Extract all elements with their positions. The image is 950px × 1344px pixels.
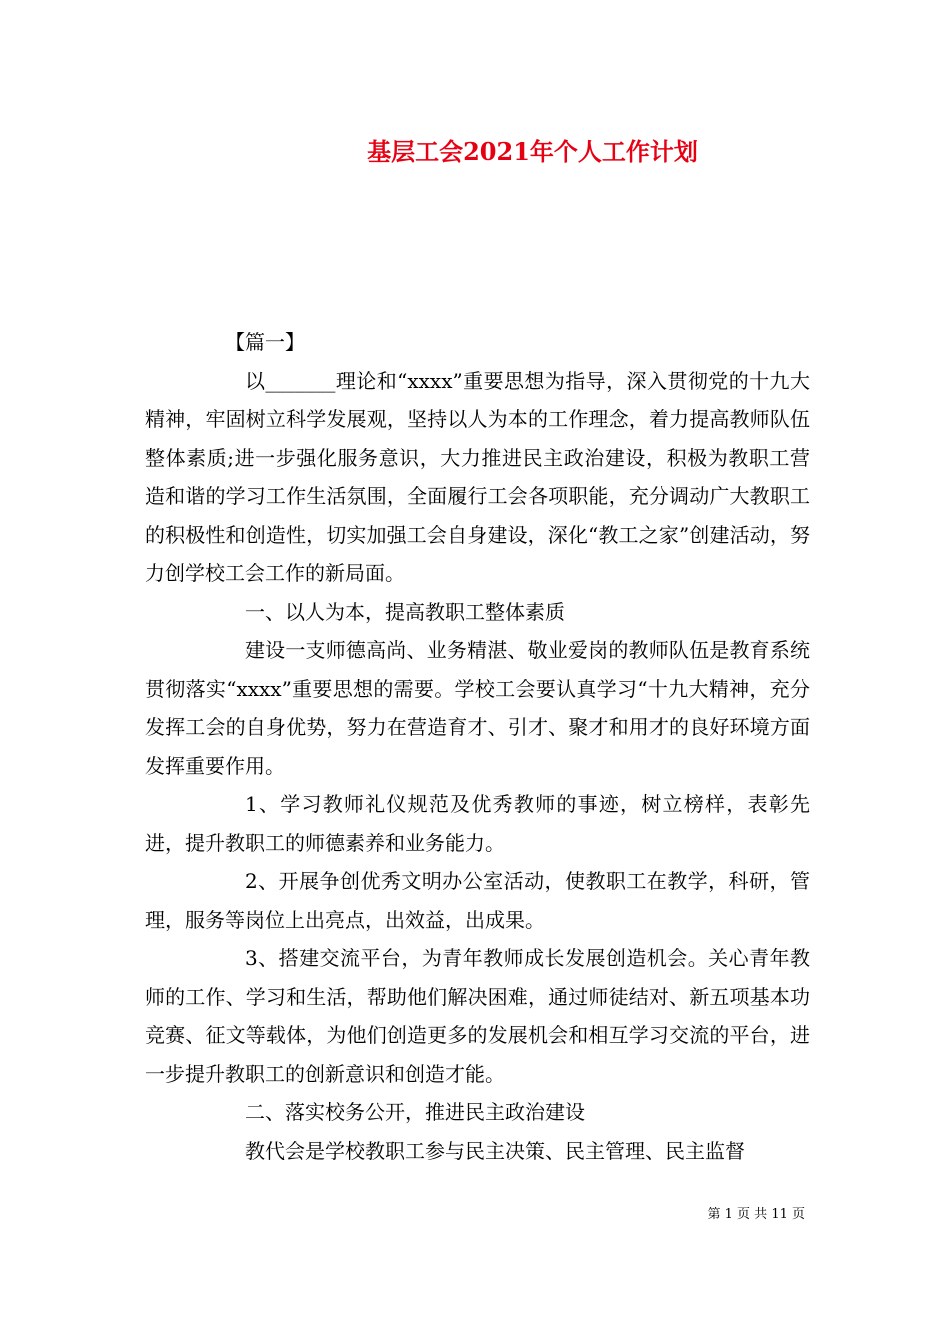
list-item: 2、开展争创优秀文明办公室活动，使教职工在教学，科研，管理，服务等岗位上出亮点，出效益，出成果。 xyxy=(145,869,810,932)
list-item: 1、学习教师礼仪规范及优秀教师的事迹，树立榜样，表彰先进，提升教职工的师德素养和业务能力。 xyxy=(145,792,810,855)
section-label: 【篇一】 xyxy=(225,330,305,354)
section-heading: 二、落实校务公开，推进民主政治建设 xyxy=(245,1100,585,1124)
document-body xyxy=(145,323,810,1170)
paragraph: 建设一支师德高尚、业务精湛、敬业爱岗的教师队伍是教育系统贯彻落实“xxxx”重要思想的需要。学校工会要认真学习“十九大精神，充分发挥工会的自身优势，努力在营造育才、引才、聚才和用才的良好环境方面发挥重要作用。 xyxy=(145,638,810,778)
paragraph: 以_______理论和“xxxx”重要思想为指导，深入贯彻党的十九大精神，牢固树立科学发展观，坚持以人为本的工作理念，着力提高教师队伍整体素质;进一步强化服务意识，大力推进民主政治建设，积极为教职工营造和谐的学习工作生活氛围，全面履行工会各项职能，充分调动广大教职工的积极性和创造性，切实加强工会自身建设，深化“教工之家”创建活动，努力创学校工会工作的新局面。 xyxy=(145,368,810,585)
list-item: 3、搭建交流平台，为青年教师成长发展创造机会。关心青年教师的工作、学习和生活，帮助他们解决困难，通过师徒结对、新五项基本功竞赛、征文等载体，为他们创造更多的发展机会和相互学习交流的平台，进一步提升教职工的创新意识和创造才能。 xyxy=(145,946,810,1086)
page-footer: 第 1 页 共 11 页 xyxy=(707,1207,805,1222)
paragraph: 教代会是学校教职工参与民主决策、民主管理、民主监督 xyxy=(245,1138,745,1163)
page-title: 基层工会2021年个人工作计划 xyxy=(367,137,698,166)
section-heading: 一、以人为本，提高教职工整体素质 xyxy=(245,599,565,624)
